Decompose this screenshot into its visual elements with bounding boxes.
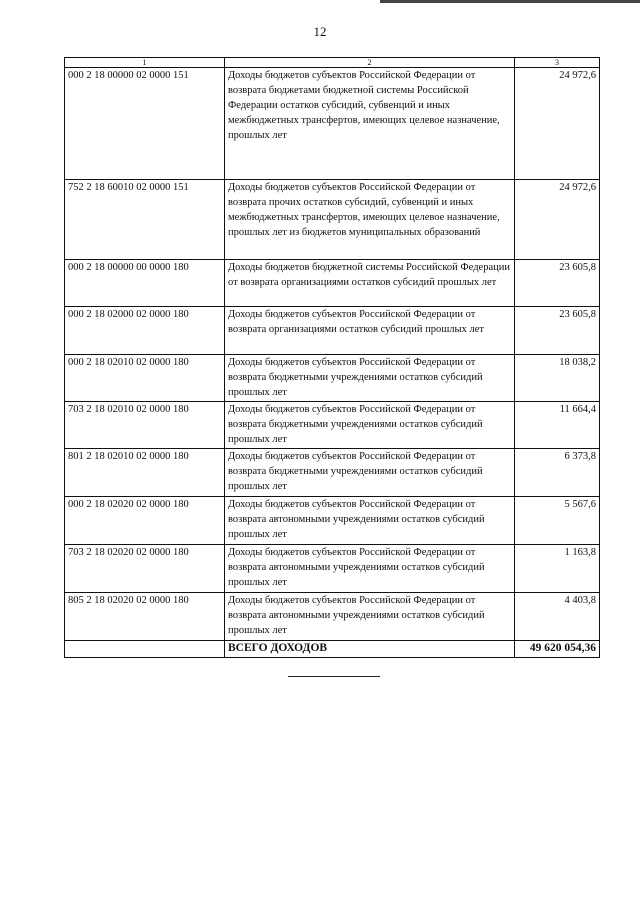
row-code: 000 2 18 00000 02 0000 151 [65,68,225,180]
row-amount: 11 664,4 [515,402,600,449]
end-of-document-rule [288,676,380,677]
column-header-code: 1 [65,58,225,68]
row-code: 805 2 18 02020 02 0000 180 [65,593,225,641]
column-header-description: 2 [225,58,515,68]
table-row [65,180,600,260]
row-amount: 23 605,8 [515,260,600,307]
row-amount: 24 972,6 [515,68,600,180]
column-header-amount: 3 [515,58,600,68]
row-amount: 24 972,6 [515,180,600,260]
table-row [65,449,600,497]
row-code: 000 2 18 02000 02 0000 180 [65,307,225,355]
total-row [65,641,600,658]
row-amount: 1 163,8 [515,545,600,593]
table-row [65,545,600,593]
row-description: Доходы бюджетов субъектов Российской Федерации от возврата автономными учреждениями остатков субсидий прошлых лет [225,545,515,593]
table-row [65,355,600,402]
row-code: 000 2 18 02020 02 0000 180 [65,497,225,545]
table-row [65,68,600,180]
row-description: Доходы бюджетов субъектов Российской Федерации от возврата прочих остатков субсидий, субвенций и иных межбюджетных трансфертов, имеющих целевое назначение, прошлых лет из бюджетов муниципальных образований [225,180,515,260]
total-label: ВСЕГО ДОХОДОВ [225,641,515,658]
row-description: Доходы бюджетов субъектов Российской Федерации от возврата автономными учреждениями остатков субсидий прошлых лет [225,593,515,641]
row-code: 801 2 18 02010 02 0000 180 [65,449,225,497]
row-amount: 23 605,8 [515,307,600,355]
row-code: 752 2 18 60010 02 0000 151 [65,180,225,260]
table-row [65,402,600,449]
top-edge-rule [380,0,640,3]
page-number: 12 [313,24,327,39]
row-code: 703 2 18 02010 02 0000 180 [65,402,225,449]
total-amount: 49 620 054,36 [515,641,600,658]
row-description: Доходы бюджетов субъектов Российской Федерации от возврата бюджетными учреждениями остатков субсидий прошлых лет [225,402,515,449]
row-code: 000 2 18 00000 00 0000 180 [65,260,225,307]
table-row [65,260,600,307]
row-amount: 4 403,8 [515,593,600,641]
table-row [65,307,600,355]
row-amount: 5 567,6 [515,497,600,545]
row-description: Доходы бюджетов субъектов Российской Федерации от возврата бюджетными учреждениями остатков субсидий прошлых лет [225,355,515,402]
row-description: Доходы бюджетов субъектов Российской Федерации от возврата организациями остатков субсидий прошлых лет [225,307,515,355]
revenue-table [64,57,600,658]
table-row [65,497,600,545]
row-code: 000 2 18 02010 02 0000 180 [65,355,225,402]
row-description: Доходы бюджетов субъектов Российской Федерации от возврата бюджетами бюджетной системы Российской Федерации остатков субсидий, субвенций и иных межбюджетных трансфертов, имеющих целевое назначение, прошлых лет [225,68,515,180]
row-amount: 18 038,2 [515,355,600,402]
row-amount: 6 373,8 [515,449,600,497]
table-row [65,593,600,641]
row-description: Доходы бюджетов субъектов Российской Федерации от возврата бюджетными учреждениями остатков субсидий прошлых лет [225,449,515,497]
row-description: Доходы бюджетов бюджетной системы Российской Федерации от возврата организациями остатков субсидий прошлых лет [225,260,515,307]
row-code: 703 2 18 02020 02 0000 180 [65,545,225,593]
total-code-cell [65,641,225,658]
table-header-row [65,58,600,68]
row-description: Доходы бюджетов субъектов Российской Федерации от возврата автономными учреждениями остатков субсидий прошлых лет [225,497,515,545]
